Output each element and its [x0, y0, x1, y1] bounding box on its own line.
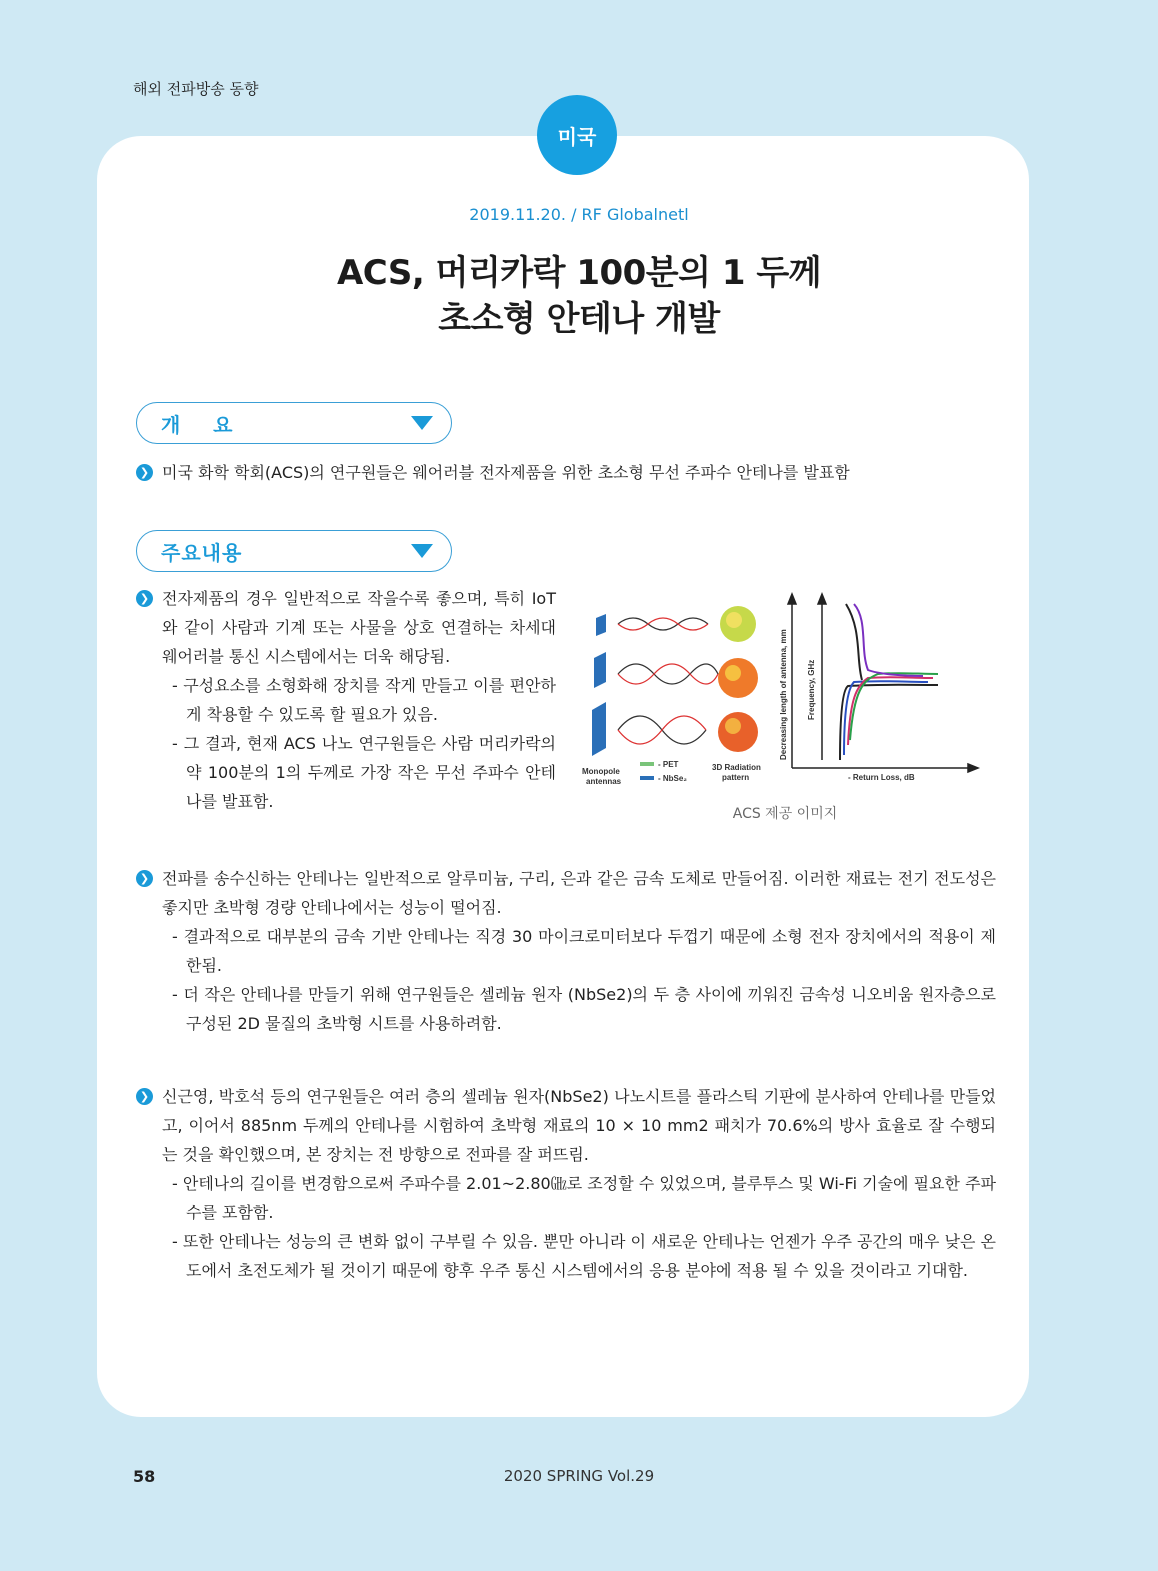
main-bullet-3-sub-2: - 또한 안테나는 성능의 큰 변화 없이 구부릴 수 있음. 뿐만 아니라 이 새로운 안테나는 언젠가 우주 공간의 매우 낮은 온도에서 초전도체가 될 것이기 때문에 향후 우주 통신 시스템에서의 응용 분야에 적용 될 수 있을 것이라고 기대함. — [172, 1232, 996, 1280]
triangle-down-icon — [411, 416, 433, 430]
main-bullet-1-sub-1: - 구성요소를 소형화해 장치를 작게 만들고 이를 편안하게 착용할 수 있도록 할 필요가 있음. — [172, 676, 556, 724]
chevron-right-icon: ❯ — [136, 464, 153, 481]
acs-antenna-figure — [578, 590, 986, 830]
main-bullet-1-text: 전자제품의 경우 일반적으로 작을수록 좋으며, 특히 IoT 와 같이 사람과 기계 또는 사물을 상호 연결하는 차세대 웨어러블 통신 시스템에서는 더욱 해당됨. — [162, 589, 556, 666]
label-radiation-1: 3D Radiation — [712, 763, 761, 772]
chevron-right-icon: ❯ — [136, 1088, 153, 1105]
overview-text: 미국 화학 학회(ACS)의 연구원들은 웨어러블 전자제품을 위한 초소형 무선 주파수 안테나를 발표함 — [162, 463, 850, 482]
radiation-patterns — [718, 606, 758, 752]
chevron-right-icon: ❯ — [136, 590, 153, 607]
article-meta: 2019.11.20. / RF Globalnetl — [469, 205, 689, 224]
overview-section-header[interactable] — [136, 402, 452, 444]
figure-caption: ACS 제공 이미지 — [732, 806, 838, 822]
monopole-antennas — [592, 614, 606, 756]
main-bullet-2 — [136, 864, 996, 1038]
main-label: 주요내용 — [161, 540, 243, 565]
issue-label: 2020 SPRING Vol.29 — [503, 1467, 655, 1485]
figure-axes — [788, 594, 978, 772]
article-title — [0, 250, 1158, 342]
field-patterns — [618, 618, 718, 744]
label-monopole-1: Monopole — [582, 767, 620, 776]
label-radiation-2: pattern — [722, 773, 750, 782]
title-line-1: ACS, 머리카락 100분의 1 두께 — [336, 253, 822, 293]
main-bullet-3-sub-1: - 안테나의 길이를 변경함으로써 주파수를 2.01~2.80㎓로 조정할 수 있었으며, 블루투스 및 Wi-Fi 기술에 필요한 주파수를 포함함. — [172, 1174, 996, 1222]
country-badge: 미국 — [537, 95, 617, 175]
main-bullet-1 — [136, 584, 556, 816]
main-section-header[interactable] — [136, 530, 452, 572]
page-number: 58 — [133, 1467, 156, 1486]
label-monopole-2: antennas — [586, 777, 622, 786]
main-bullet-2-sub-1: - 결과적으로 대부분의 금속 기반 안테나는 직경 30 마이크로미터보다 두껍기 때문에 소형 전자 장치에서의 적용이 제한됨. — [172, 927, 996, 975]
overview-bullet — [136, 458, 996, 487]
publication-category: 해외 전파방송 동향 — [133, 80, 259, 98]
chevron-right-icon: ❯ — [136, 870, 153, 887]
main-bullet-1-sub-2: - 그 결과, 현재 ACS 나노 연구원들은 사람 머리카락의 약 100분의 1의 두께로 가장 작은 무선 주파수 안테나를 발표함. — [172, 734, 556, 811]
triangle-down-icon — [411, 544, 433, 558]
axis-frequency-label: Frequency, GHz — [807, 659, 816, 720]
axis-return-loss-label: - Return Loss, dB — [848, 773, 915, 782]
main-bullet-2-text: 전파를 송수신하는 안테나는 일반적으로 알루미늄, 구리, 은과 같은 금속 도체로 만들어짐. 이러한 재료는 전기 전도성은 좋지만 초박형 경량 안테나에서는 성능이 떨어짐. — [162, 869, 996, 917]
main-bullet-3-text: 신근영, 박호석 등의 연구원들은 여러 층의 셀레늄 원자(NbSe2) 나노시트를 플라스틱 기판에 분사하여 안테나를 만들었고, 이어서 885nm 두께의 안테나를 시험하여 초박형 재료의 10 × 10 mm2 패치가 70.6%의 방사 효율로 잘 수행되는 것을 확인했으며, 본 장치는 전 방향으로 전파를 잘 퍼뜨림. — [162, 1087, 996, 1164]
overview-label: 개 요 — [161, 412, 234, 437]
return-loss-curves — [840, 604, 938, 760]
legend-nbse: - NbSe₂ — [658, 774, 687, 783]
axis-length-label: Decreasing length of antenna, mm — [779, 629, 788, 760]
main-bullet-3 — [136, 1082, 996, 1285]
main-bullet-2-sub-2: - 더 작은 안테나를 만들기 위해 연구원들은 셀레늄 원자 (NbSe2)의 두 층 사이에 끼워진 금속성 니오비움 원자층으로 구성된 2D 물질의 초박형 시트를 사용하려함. — [172, 985, 996, 1033]
legend-pet: - PET — [658, 760, 679, 769]
title-line-2: 초소형 안테나 개발 — [438, 299, 720, 339]
